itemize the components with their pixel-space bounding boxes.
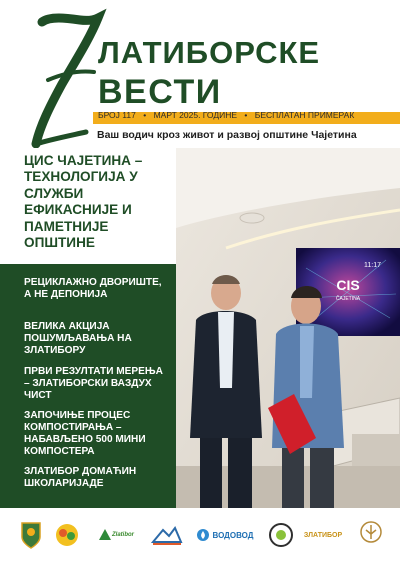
vodovod-wordmark: ВОДОВОД <box>212 530 254 540</box>
issue-info <box>98 110 359 120</box>
lead-headline[interactable]: ЦИС ЧАЈЕТИНА – ТЕХНОЛОГИЈА У СЛУЖБИ ЕФИКАСНИЈЕ И ПАМЕТНИЈЕ ОПШТИНЕ <box>24 153 143 251</box>
tourism-logo-icon <box>150 520 184 550</box>
screen-brand: CIS <box>336 277 360 293</box>
headline-item[interactable]: ВЕЛИКА АКЦИЈА ПОШУМЉАВАЊА НА ЗЛАТИБОРУ <box>24 321 132 356</box>
headline-item[interactable]: ЗЛАТИБОР ДОМАЋИН ШКОЛАРИЈАДЕ <box>24 466 137 489</box>
headline-item[interactable]: РЕЦИКЛАЖНО ДВОРИШТЕ, А НЕ ДЕПОНИЈА <box>24 277 162 300</box>
water-drop-icon <box>196 528 210 542</box>
zlatibor-wordmark: Zlatibor <box>112 532 134 538</box>
title-line2: ВЕСТИ <box>98 73 222 111</box>
vodovod-logo <box>192 520 258 550</box>
z-logo-icon <box>28 8 108 153</box>
tree-icon <box>98 528 112 542</box>
issue-number: БРОЈ 117 <box>98 110 136 120</box>
separator-dot: • <box>244 110 248 120</box>
zlatibor-brand-logo <box>92 520 140 550</box>
masthead <box>0 0 400 148</box>
tourist-centre-logo <box>300 520 346 550</box>
municipality-logo-icon <box>18 520 44 550</box>
screen-sub: ČAJETINA <box>335 296 361 302</box>
library-logo-icon <box>356 520 386 550</box>
tagline: Ваш водич кроз живот и развој општине Чајетина <box>97 129 357 141</box>
price-label: БЕСПЛАТАН ПРИМЕРАК <box>254 110 355 120</box>
title-line1: ЛАТИБОРСКЕ <box>98 35 321 70</box>
headline-item[interactable]: ПРВИ РЕЗУЛТАТИ МЕРЕЊА – ЗЛАТИБОРСКИ ВАЗДУХ ЧИСТ <box>24 366 163 401</box>
issue-date: МАРТ 2025. ГОДИНЕ <box>153 110 238 120</box>
zlatibor-centre-wordmark: ЗЛАТИБОР <box>303 531 343 539</box>
separator-dot: • <box>143 110 147 120</box>
headline-item[interactable]: ЗАПОЧИЊЕ ПРОЦЕС КОМПОСТИРАЊА – НАБАВЉЕНО 500 МИНИ КОМПОСТЕРА <box>24 410 146 457</box>
cover-photo <box>176 148 400 508</box>
eco-logo-icon <box>266 520 296 550</box>
festival-logo-icon <box>50 520 84 550</box>
screen-time: 11:17 <box>364 262 381 269</box>
cover-photo-illustration <box>176 148 400 508</box>
